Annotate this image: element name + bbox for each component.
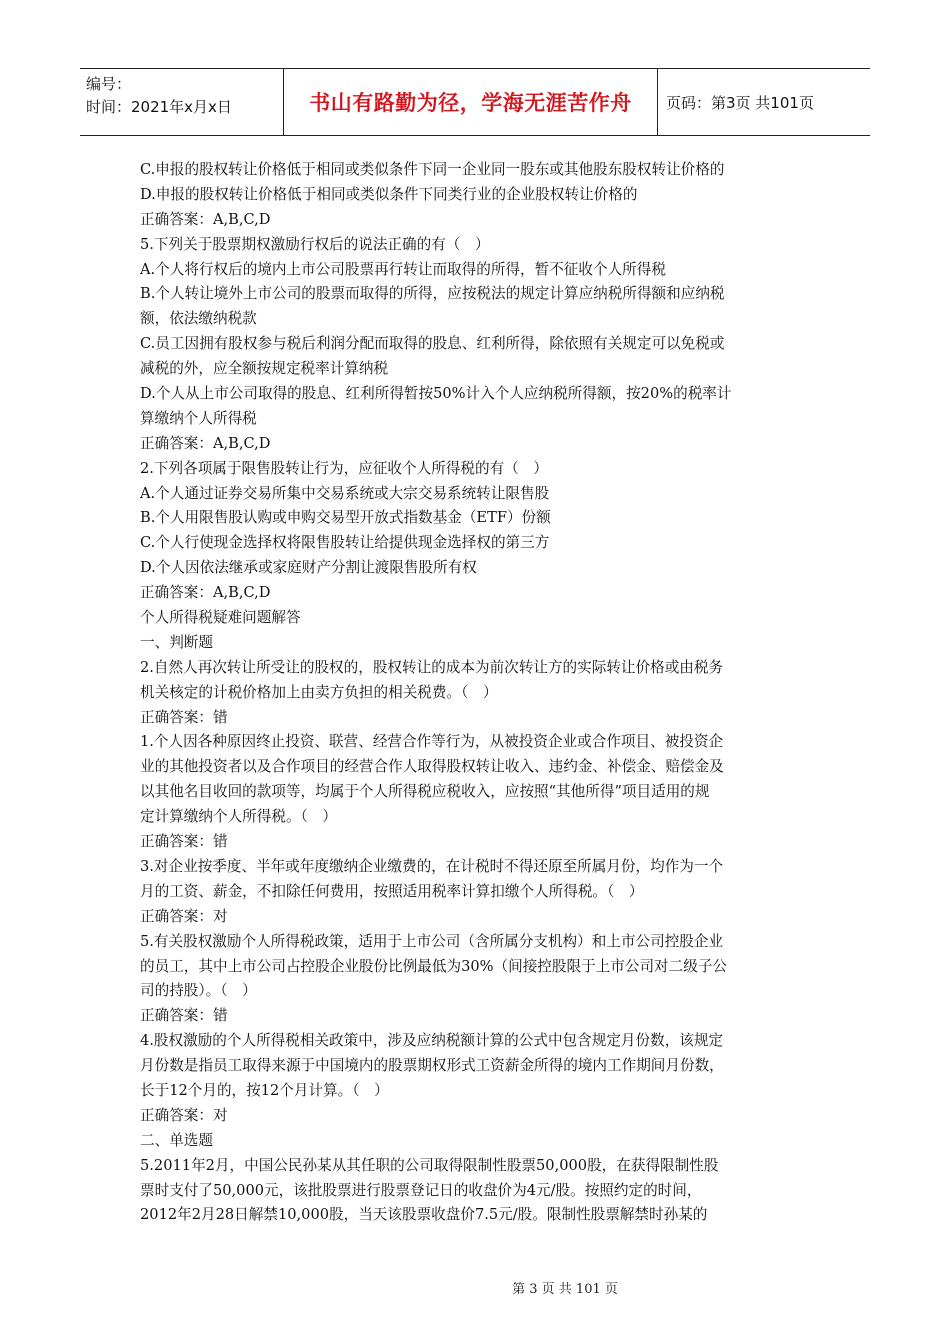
document-body — [140, 158, 816, 1228]
text-line: 正确答案：A,B,C,D — [140, 210, 271, 228]
text-line: 正确答案：错 — [140, 833, 228, 851]
text-line: 正确答案：对 — [140, 907, 228, 925]
text-line: 月的工资、薪金，不扣除任何费用，按照适用税率计算扣缴个人所得税。（ ） — [140, 882, 644, 900]
text-line: 减税的外，应全额按规定税率计算纳税 — [140, 360, 389, 378]
text-line: 一、判断题 — [140, 633, 213, 651]
text-line: C.申报的股权转让价格低于相同或类似条件下同一企业同一股东或其他股东股权转让价格的 — [140, 161, 725, 178]
text-line: 额，依法缴纳税款 — [140, 310, 257, 328]
text-line: 司的持股）。（ ） — [140, 982, 257, 1000]
text-line: 业的其他投资者以及合作项目的经营合作人取得股权转让收入、违约金、补偿金、赔偿金及 — [140, 758, 724, 776]
page-header — [80, 68, 870, 136]
doc-number-label: 编号： — [86, 75, 132, 93]
text-line: 定计算缴纳个人所得税。（ ） — [140, 808, 338, 826]
text-line: 4.股权激励的个人所得税相关政策中，涉及应纳税额计算的公式中包含规定月份数，该规定 — [140, 1032, 724, 1050]
text-line: 正确答案：对 — [140, 1106, 228, 1124]
text-line: 正确答案：A,B,C,D — [140, 434, 271, 452]
text-line: 2012年2月28日解禁10,000股，当天该股票收盘价7.5元/股。限制性股票解禁时孙某的 — [140, 1206, 708, 1224]
doc-time-label: 时间：2021年x月x日 — [86, 98, 232, 116]
text-line: 二、单选题 — [140, 1131, 213, 1149]
text-line: B.个人用限售股认购或申购交易型开放式指数基金（ETF）份额 — [140, 509, 551, 527]
text-line: 2.下列各项属于限售股转让行为，应征收个人所得税的有（ ） — [140, 459, 548, 477]
text-line: 正确答案：错 — [140, 708, 228, 726]
text-line: C.员工因拥有股权参与税后利润分配而取得的股息、红利所得，除依照有关规定可以免税或 — [140, 335, 725, 353]
text-line: 月份数是指员工取得来源于中国境内的股票期权形式工资薪金所得的境内工作期间月份数， — [140, 1057, 724, 1075]
text-line: 个人所得税疑难问题解答 — [140, 609, 301, 627]
text-line: C.个人行使现金选择权将限售股转让给提供现金选择权的第三方 — [140, 534, 550, 552]
text-line: B.个人转让境外上市公司的股票而取得的所得，应按税法的规定计算应纳税所得额和应纳税 — [140, 285, 725, 303]
text-line: A.个人将行权后的境内上市公司股票再行转让而取得的所得，暂不征收个人所得税 — [140, 260, 666, 278]
text-line: 正确答案：A,B,C,D — [140, 584, 271, 602]
text-line: 以其他名目收回的款项等，均属于个人所得税应税收入，应按照“其他所得”项目适用的规 — [140, 783, 710, 801]
header-page-info: 页码：第3页 共101页 — [666, 93, 814, 112]
text-line: 正确答案：错 — [140, 1007, 228, 1025]
text-line: 2.自然人再次转让所受让的股权的，股权转让的成本为前次转让方的实际转让价格或由税务 — [140, 658, 724, 676]
text-line: 5.下列关于股票期权激励行权后的说法正确的有（ ） — [140, 235, 490, 253]
text-line: 3.对企业按季度、半年或年度缴纳企业缴费的，在计税时不得还原至所属月份，均作为一个 — [140, 857, 724, 875]
header-meta — [80, 69, 284, 135]
text-line: D.申报的股权转让价格低于相同或类似条件下同类行业的企业股权转让价格的 — [140, 185, 638, 203]
text-line: 票时支付了50,000元，该批股票进行股票登记日的收盘价为4元/股。按照约定的时间， — [140, 1181, 702, 1199]
text-line: 5.2011年2月，中国公民孙某从其任职的公司取得限制性股票50,000股，在获得限制性股 — [140, 1156, 719, 1174]
text-line: 长于12个月的，按12个月计算。（ ） — [140, 1081, 389, 1099]
text-line: 的员工，其中上市公司占控股企业股份比例最低为30%（间接控股限于上市公司对二级子公 — [140, 957, 728, 975]
text-line: A.个人通过证券交易所集中交易系统或大宗交易系统转让限售股 — [140, 484, 550, 502]
text-line: 算缴纳个人所得税 — [140, 409, 257, 427]
page-footer: 第 3 页 共 101 页 — [512, 1282, 618, 1297]
text-line: 1.个人因各种原因终止投资、联营、经营合作等行为，从被投资企业或合作项目、被投资企 — [140, 733, 724, 751]
text-line: 5.有关股权激励个人所得税政策，适用于上市公司（含所属分支机构）和上市公司控股企业 — [140, 932, 724, 950]
text-line: 机关核定的计税价格加上由卖方负担的相关税费。（ ） — [140, 683, 498, 701]
text-line: D.个人从上市公司取得的股息、红利所得暂按50%计入个人应纳税所得额，按20%的税率计 — [140, 385, 732, 403]
text-line: D.个人因依法继承或家庭财产分割让渡限售股所有权 — [140, 559, 477, 577]
header-motto: 书山有路勤为径，学海无涯苦作舟 — [284, 69, 658, 135]
